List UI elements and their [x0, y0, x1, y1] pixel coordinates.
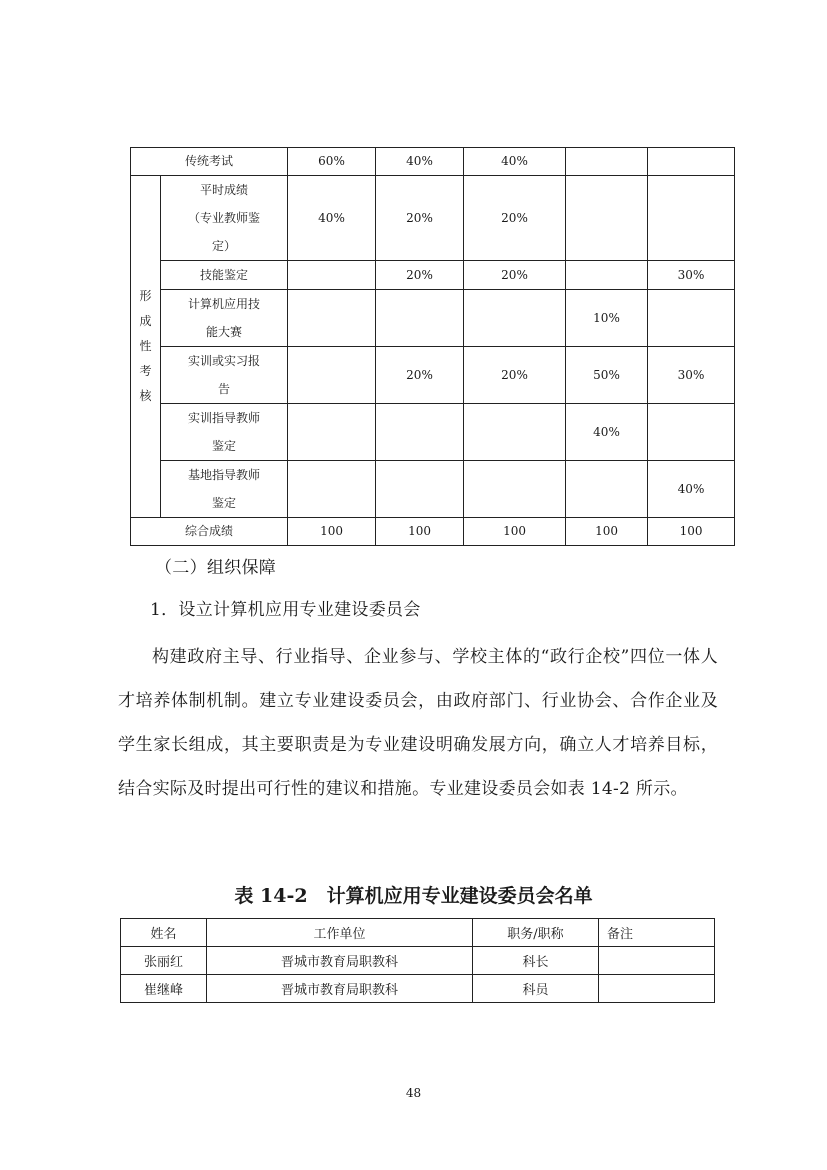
- header-position: 职务/职称: [473, 919, 599, 947]
- weight-cell: 100: [566, 518, 648, 546]
- table-caption: 表 14-2 计算机应用专业建设委员会名单: [234, 885, 593, 907]
- weight-cell: 60%: [288, 148, 376, 176]
- row-label-line: 告: [218, 382, 231, 396]
- member-name: 张丽红: [121, 947, 207, 975]
- table-row: [121, 947, 715, 975]
- header-name: 姓名: [121, 919, 207, 947]
- weight-cell: 20%: [376, 176, 464, 261]
- weight-cell: 30%: [648, 261, 735, 290]
- row-label: [161, 176, 288, 261]
- weight-cell: [648, 404, 735, 461]
- weight-cell: [288, 404, 376, 461]
- formative-assessment-label: [131, 176, 161, 518]
- row-label: [161, 461, 288, 518]
- row-label-line: 鉴定: [212, 496, 237, 510]
- row-label-line: 计算机应用技: [188, 297, 261, 311]
- weight-cell: 100: [376, 518, 464, 546]
- weight-cell: 40%: [288, 176, 376, 261]
- member-name: 崔继峰: [121, 975, 207, 1003]
- weight-cell: [648, 176, 735, 261]
- weight-cell: 40%: [376, 148, 464, 176]
- assessment-weight-table: [130, 147, 735, 546]
- weight-cell: 20%: [464, 176, 566, 261]
- weight-cell: [288, 261, 376, 290]
- page-number: 48: [405, 1086, 422, 1100]
- table-row: [131, 261, 735, 290]
- weight-cell: 30%: [648, 347, 735, 404]
- member-remarks: [599, 947, 715, 975]
- row-label-line: 技能鉴定: [200, 268, 249, 282]
- formative-label-char: 成: [139, 314, 152, 328]
- subheading: 1．设立计算机应用专业建设委员会: [150, 600, 421, 620]
- weight-cell: 50%: [566, 347, 648, 404]
- weight-cell: [464, 290, 566, 347]
- weight-cell: [566, 261, 648, 290]
- row-label-line: 鉴定: [212, 439, 237, 453]
- row-label-line: 平时成绩: [200, 183, 249, 197]
- table-row: [131, 518, 735, 546]
- table-row: [131, 290, 735, 347]
- member-position: 科员: [473, 975, 599, 1003]
- row-label-total: 综合成绩: [131, 518, 288, 546]
- table-row: [131, 176, 735, 261]
- weight-cell: [566, 176, 648, 261]
- weight-cell: [376, 404, 464, 461]
- row-label-line: 实训或实习报: [188, 354, 261, 368]
- weight-cell: [288, 347, 376, 404]
- weight-cell: [648, 148, 735, 176]
- weight-cell: [376, 461, 464, 518]
- weight-cell: 20%: [376, 347, 464, 404]
- row-label: [161, 404, 288, 461]
- weight-cell: 100: [288, 518, 376, 546]
- weight-cell: [566, 461, 648, 518]
- table-row: [131, 461, 735, 518]
- formative-label-char: 性: [139, 339, 152, 353]
- header-workplace: 工作单位: [207, 919, 473, 947]
- weight-cell: [648, 290, 735, 347]
- formative-label-char: 考: [139, 364, 152, 378]
- row-label-line: 定）: [212, 239, 237, 253]
- committee-table: [120, 918, 715, 1003]
- row-label-line: 基地指导教师: [188, 468, 261, 482]
- weight-cell: [566, 148, 648, 176]
- weight-cell: 20%: [376, 261, 464, 290]
- section-heading: （二）组织保障: [155, 558, 277, 578]
- committee-header-row: [121, 919, 715, 947]
- member-workplace: 晋城市教育局职教科: [207, 947, 473, 975]
- row-label: [161, 347, 288, 404]
- header-remarks: 备注: [599, 919, 715, 947]
- weight-cell: [288, 461, 376, 518]
- weight-cell: 100: [648, 518, 735, 546]
- member-workplace: 晋城市教育局职教科: [207, 975, 473, 1003]
- row-label-line: 实训指导教师: [188, 411, 261, 425]
- row-label-traditional: 传统考试: [131, 148, 288, 176]
- formative-label-char: 核: [139, 389, 152, 403]
- row-label-line: （专业教师鉴: [188, 211, 261, 225]
- weight-cell: [464, 461, 566, 518]
- weight-cell: 20%: [464, 261, 566, 290]
- weight-cell: 40%: [566, 404, 648, 461]
- table-row: [121, 975, 715, 1003]
- weight-cell: 40%: [648, 461, 735, 518]
- member-position: 科长: [473, 947, 599, 975]
- body-paragraph: 构建政府主导、行业指导、企业参与、学校主体的“政行企校”四位一体人才培养体制机制。建立专业建设委员会，由政府部门、行业协会、合作企业及学生家长组成，其主要职责是为专业建设明确发展方向，确立人才培养目标，结合实际及时提出可行性的建议和措施。专业建设委员会如表 14-2 所示。: [118, 647, 718, 799]
- weight-cell: [288, 290, 376, 347]
- weight-cell: [376, 290, 464, 347]
- table-row: [131, 404, 735, 461]
- weight-cell: 10%: [566, 290, 648, 347]
- weight-cell: 40%: [464, 148, 566, 176]
- member-remarks: [599, 975, 715, 1003]
- weight-cell: [464, 404, 566, 461]
- table-row: [131, 148, 735, 176]
- weight-cell: 20%: [464, 347, 566, 404]
- formative-label-char: 形: [139, 289, 152, 303]
- row-label-line: 能大赛: [206, 325, 243, 339]
- weight-cell: 100: [464, 518, 566, 546]
- table-row: [131, 347, 735, 404]
- row-label: [161, 261, 288, 290]
- row-label: [161, 290, 288, 347]
